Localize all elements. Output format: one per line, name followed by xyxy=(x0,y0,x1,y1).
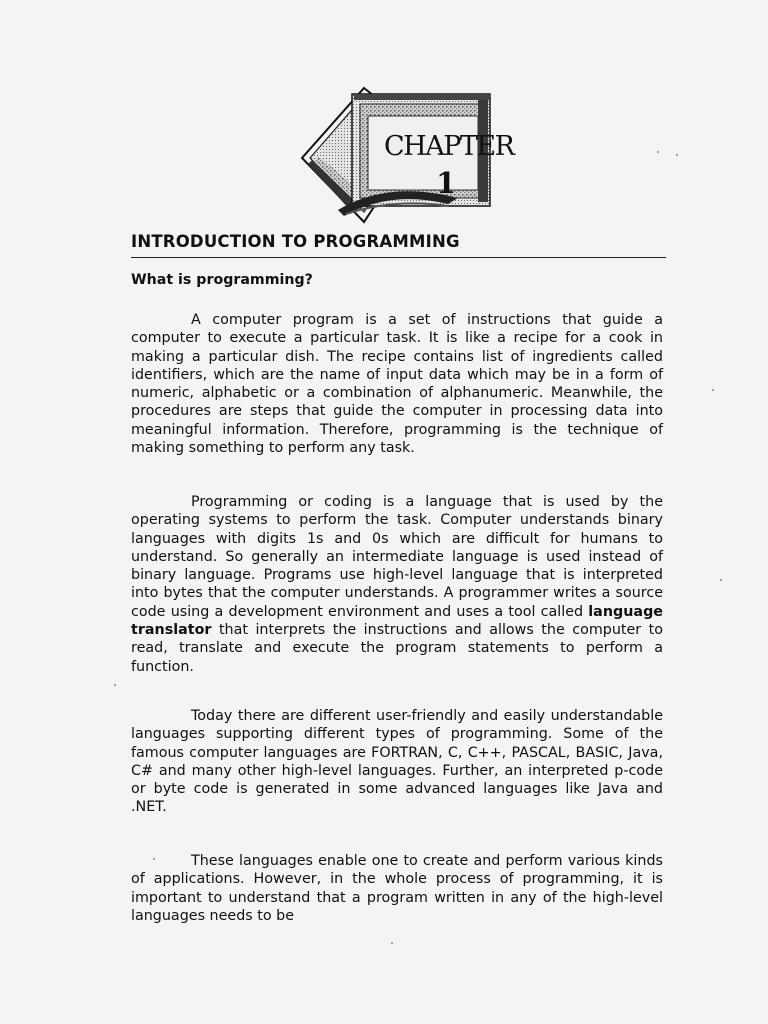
chapter-emblem-word: CHAPTER xyxy=(384,131,514,162)
paragraph-text: Programming or coding is a language that is used by the operating systems to perform the task. Computer understands binary languages with digits 1s and 0s which are difficult for humans to understand. So generally an intermediate language is used instead of binary language. Programs use high-level language that is interpreted into bytes that the computer understands. A programmer writes a source code using a development environment and uses a tool called xyxy=(131,494,663,620)
paragraph-1 xyxy=(131,311,663,457)
paragraph-text: Today there are different user-friendly and easily understandable languages supporting different types of programming. Some of the famous computer languages are FORTRAN, C, C++, PASCAL, BASIC, Java, C# and many other high-level languages. Further, an interpreted p-code or byte code is generated in some advanced languages like Java and .NET. xyxy=(131,708,663,816)
chapter-title: INTRODUCTION TO PROGRAMMING xyxy=(131,232,460,251)
scan-speck xyxy=(114,684,116,686)
scan-speck xyxy=(712,389,714,391)
paragraph-3 xyxy=(131,707,663,817)
paragraph-2 xyxy=(131,493,663,676)
scan-speck xyxy=(720,579,722,581)
paragraph-text: that interprets the instructions and allows the computer to read, translate and execute the program statements to perform a function. xyxy=(131,622,663,675)
section-heading: What is programming? xyxy=(131,272,313,288)
bold-term: language translator xyxy=(131,603,663,639)
scan-speck xyxy=(676,154,678,156)
scan-speck xyxy=(391,942,393,944)
chapter-number: 1 xyxy=(436,166,457,200)
paragraph-4 xyxy=(131,852,663,925)
paragraph-text: A computer program is a set of instructions that guide a computer to execute a particular task. It is like a recipe for a cook in making a particular dish. The recipe contains list of ingredients called identifiers, which are the name of input data which may be in a form of numeric, alphabetic or a combination of alphanumeric. Meanwhile, the procedures are steps that guide the computer in processing data into meaningful information. Therefore, programming is the technique of making something to perform any task. xyxy=(131,312,663,457)
title-divider xyxy=(131,257,666,258)
scan-speck xyxy=(657,151,659,153)
chapter-emblem xyxy=(298,82,528,232)
paragraph-text: These languages enable one to create and perform various kinds of applications. However, in the whole process of programming, it is important to understand that a program written in any of the high-level languages needs to be xyxy=(131,853,663,924)
